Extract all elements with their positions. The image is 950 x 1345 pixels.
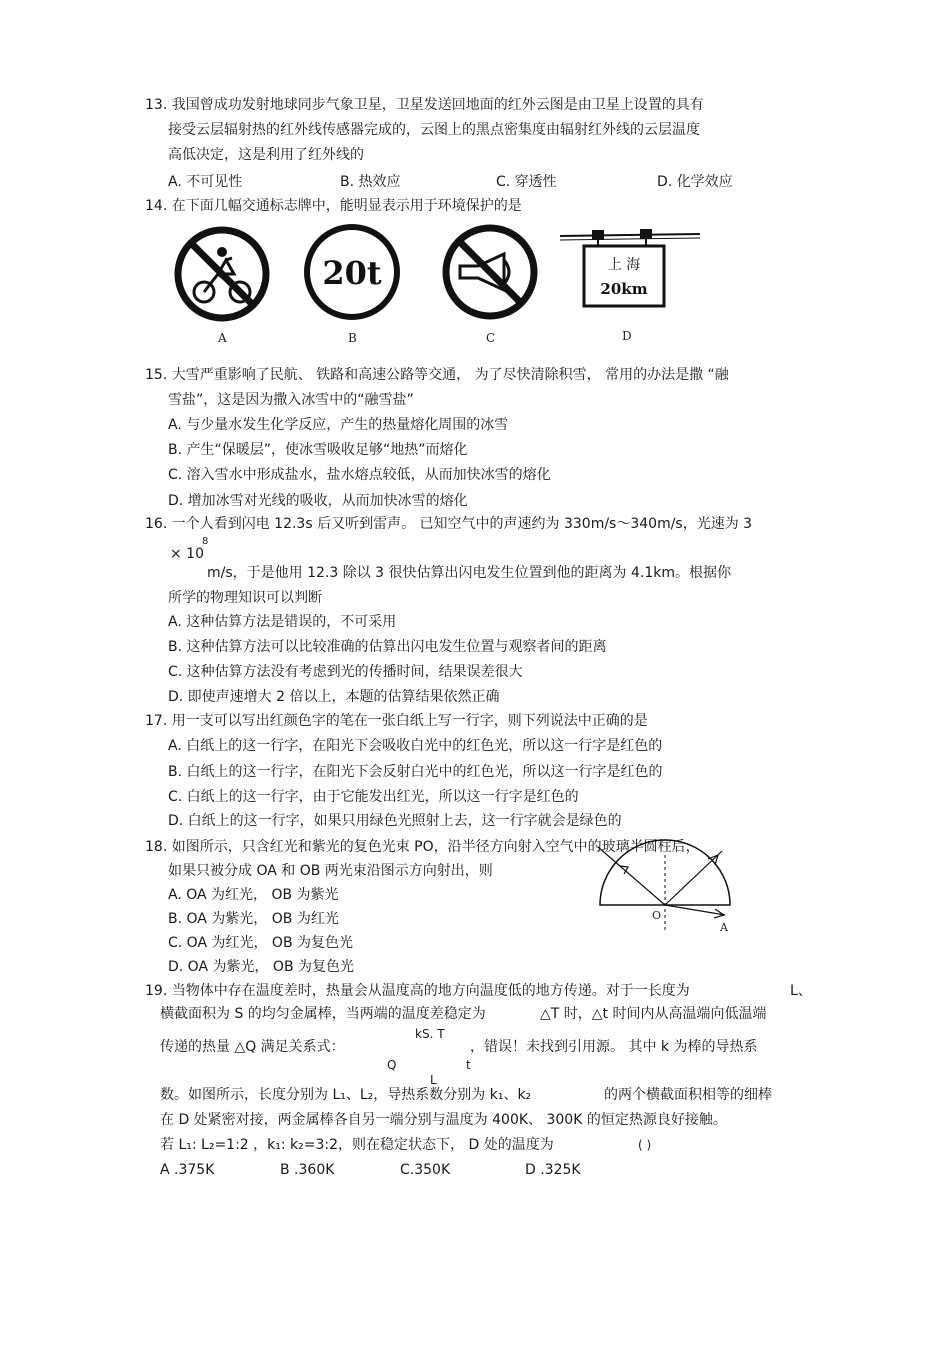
q19-stem-line3a: 传递的热量 △Q 满足关系式： <box>160 1039 345 1055</box>
q19-stem-line3b: ，错误！未找到引用源。 其中 k 为棒的导热系 <box>470 1039 758 1055</box>
q15-option-d: D. 增加冰雪对光线的吸收，从而加快冰雪的熔化 <box>168 493 468 509</box>
q19-stem-line5: 在 D 处紧密对接，两金属棒各自另一端分别与温度为 400K、 300K 的恒定热源良好接触。 <box>160 1112 727 1128</box>
q18-option-c: C. OA 为红光， OB 为复色光 <box>168 935 354 951</box>
q13-stem-line2: 接受云层辐射热的红外线传感器完成的，云图上的黑点密集度由辐射红外线的云层温度 <box>168 122 700 138</box>
distance-sign <box>560 229 700 306</box>
q17-stem: 17. 用一支可以写出红颜色字的笔在一张白纸上写一行字，则下列说法中正确的是 <box>145 713 648 729</box>
sign-d-distance: 20km <box>600 280 648 298</box>
no-bicycle-sign <box>178 230 266 318</box>
q15-option-c: C. 溶入雪水中形成盐水，盐水熔点较低，从而加快冰雪的熔化 <box>168 467 551 483</box>
q17-option-b: B. 白纸上的这一行字，在阳光下会反射白光中的红色光，所以这一行字是红色的 <box>168 764 663 780</box>
sign-b-label: B <box>348 331 357 345</box>
q19-formula-t: t <box>466 1058 471 1072</box>
sign-b-text: 20t <box>322 254 382 292</box>
sign-d-label: D <box>622 329 632 343</box>
q18-stem-line2: 如果只被分成 OA 和 OB 两光束沿图示方向射出，则 <box>168 863 493 879</box>
q16-stem-line2: m/s，于是他用 12.3 除以 3 很快估算出闪电发生位置到他的距离为 4.1km。根据你 <box>207 565 731 581</box>
q15-option-a: A. 与少量水发生化学反应，产生的热量熔化周围的冰雪 <box>168 417 509 433</box>
sign-c-label: C <box>486 331 496 345</box>
q16-option-c: C. 这种估算方法没有考虑到光的传播时间，结果误差很大 <box>168 664 523 680</box>
q16-option-d: D. 即使声速增大 2 倍以上，本题的估算结果依然正确 <box>168 689 500 705</box>
q16-stem-line1: 16. 一个人看到闪电 12.3s 后又听到雷声。 已知空气中的声速约为 330m/s～340m/s，光速为 3 <box>145 516 753 532</box>
sign-d-city: 上 海 <box>607 257 641 273</box>
point-o-label: O <box>652 909 662 922</box>
point-a-label: A <box>720 921 728 934</box>
q19-stem-line1-end: L、 <box>790 983 812 999</box>
q15-stem-line1: 15. 大雪严重影响了民航、 铁路和高速公路等交通， 为了尽快清除积雪， 常用的办法是撒 “融 <box>145 367 729 383</box>
q13-option-a: A. 不可见性 <box>168 174 243 190</box>
incident-ray-po <box>598 847 665 905</box>
q19-stem-line4b: 的两个横截面积相等的细棒 <box>604 1087 772 1103</box>
reflected-ray-ob <box>665 851 722 905</box>
q13-stem-line3: 高低决定，这是利用了红外线的 <box>168 147 364 163</box>
q15-stem-line2: 雪盐”，这是因为撒入冰雪中的“融雪盐” <box>168 392 414 408</box>
weight-limit-sign <box>307 227 397 317</box>
q19-formula-denominator: L <box>430 1073 437 1087</box>
sign-a-label: A <box>218 331 227 345</box>
glass-semicircle <box>600 840 730 905</box>
q13-stem-line1: 13. 我国曾成功发射地球同步气象卫星，卫星发送回地面的红外云图是由卫星上设置的具有 <box>145 97 704 113</box>
q17-option-d: D. 白纸上的这一行字，如果只用绿色光照射上去，这一行字就会是绿色的 <box>168 813 622 829</box>
q13-option-b: B. 热效应 <box>340 174 401 190</box>
q19-option-b: B .360K <box>280 1162 335 1178</box>
q19-stem-line2b: △T 时，△t 时间内从高温端向低温端 <box>540 1006 767 1022</box>
semicircle-prism-figure <box>590 835 740 935</box>
q19-option-c: C.350K <box>400 1162 451 1178</box>
q18-option-b: B. OA 为紫光， OB 为红光 <box>168 911 339 927</box>
q13-option-c: C. 穿透性 <box>496 174 557 190</box>
q18-option-d: D. OA 为紫光， OB 为复色光 <box>168 959 355 975</box>
q19-stem-line6: 若 L₁: L₂=1:2 ，k₁: k₂=3:2，则在稳定状态下， D 处的温度为 <box>160 1137 554 1153</box>
q19-option-d: D .325K <box>525 1162 581 1178</box>
q19-formula-q: Q <box>387 1058 397 1072</box>
q19-answer-blank: ( ) <box>638 1138 652 1152</box>
q17-option-c: C. 白纸上的这一行字，由于它能发出红光，所以这一行字是红色的 <box>168 789 579 805</box>
q16-times-ten: × 10 <box>170 546 204 562</box>
no-horn-sign <box>446 228 534 316</box>
q16-exponent: 8 <box>202 536 209 547</box>
q16-option-a: A. 这种估算方法是错误的，不可采用 <box>168 614 397 630</box>
q16-stem-line3: 所学的物理知识可以判断 <box>168 590 322 606</box>
traffic-signs-figure <box>160 222 710 350</box>
q15-option-b: B. 产生“保暖层”，使冰雪吸收足够“地热”而熔化 <box>168 442 468 458</box>
q19-stem-line1: 19. 当物体中存在温度差时，热量会从温度高的地方向温度低的地方传递。对于一长度为 <box>145 983 690 999</box>
q13-option-d: D. 化学效应 <box>657 174 733 190</box>
q17-option-a: A. 白纸上的这一行字，在阳光下会吸收白光中的红色光，所以这一行字是红色的 <box>168 738 663 754</box>
q19-stem-line2a: 横截面积为 S 的均匀金属棒，当两端的温度差稳定为 <box>160 1006 486 1022</box>
q19-option-a: A .375K <box>160 1162 215 1178</box>
q18-stem-line1: 18. 如图所示，只含红光和紫光的复色光束 PO，沿半径方向射入空气中的玻璃半圆柱后， <box>145 839 700 855</box>
q19-stem-line4a: 数。如图所示，长度分别为 L₁、L₂，导热系数分别为 k₁、k₂ <box>160 1087 532 1103</box>
q18-option-a: A. OA 为红光， OB 为紫光 <box>168 887 339 903</box>
q14-stem: 14. 在下面几幅交通标志牌中，能明显表示用于环境保护的是 <box>145 198 522 214</box>
q19-formula-numerator: kS. T <box>415 1027 445 1041</box>
q16-option-b: B. 这种估算方法可以比较准确的估算出闪电发生位置与观察者间的距离 <box>168 639 607 655</box>
